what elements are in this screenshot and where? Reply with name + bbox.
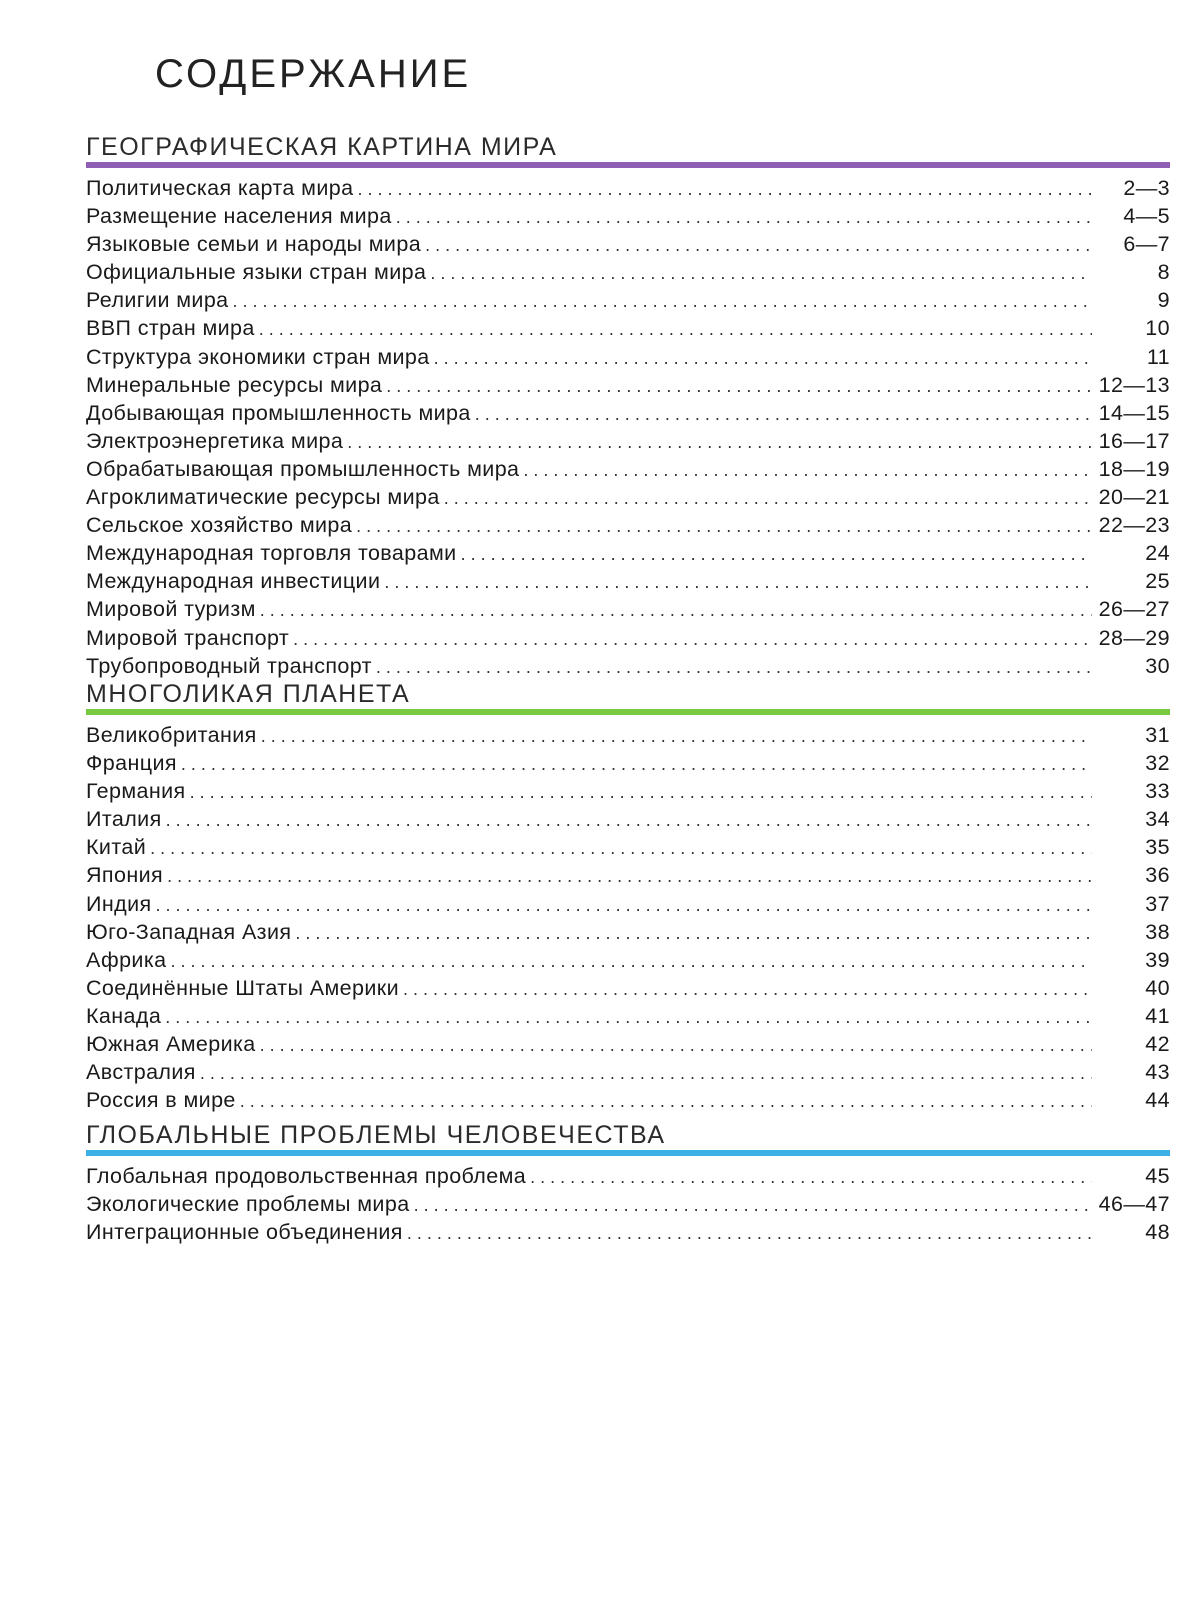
section-header: [86, 1118, 1170, 1154]
dot-leader: [259, 319, 1092, 340]
dot-leader: [414, 1195, 1092, 1216]
dot-leader: [156, 895, 1092, 916]
section-divider: [86, 162, 1170, 168]
toc-entry-page: 14—15: [1098, 400, 1170, 425]
toc-entry-title: Глобальная продовольственная проблема: [86, 1164, 527, 1188]
toc-entry[interactable]: [86, 513, 1170, 541]
toc-entry-title: Австралия: [86, 1060, 196, 1085]
toc-entry-title: Религии мира: [86, 288, 229, 313]
toc-entry-page: 37: [1145, 891, 1170, 916]
toc-entry[interactable]: [86, 1032, 1170, 1060]
dot-leader: [376, 657, 1092, 678]
toc-entry-page: 35: [1145, 835, 1170, 860]
toc-entry[interactable]: [86, 1164, 1170, 1192]
section-title: МНОГОЛИКАЯ ПЛАНЕТА: [86, 680, 411, 708]
section-title: ГЛОБАЛЬНЫЕ ПРОБЛЕМЫ ЧЕЛОВЕЧЕСТВА: [86, 1121, 666, 1149]
toc-entry-title: Языковые семьи и народы мира: [86, 232, 422, 257]
toc-entry-page: 43: [1145, 1060, 1170, 1085]
toc-entry-page: 11: [1146, 344, 1170, 369]
toc-entry-page: 42: [1145, 1032, 1170, 1057]
toc-entry-title: Италия: [86, 807, 162, 832]
toc-entry[interactable]: [86, 316, 1170, 344]
dot-leader: [384, 572, 1092, 593]
section-header: [86, 130, 1170, 166]
page-title: СОДЕРЖАНИЕ: [155, 52, 472, 96]
dot-leader: [357, 179, 1092, 200]
toc-entry-title: Франция: [86, 751, 177, 776]
toc-entry-page: 33: [1145, 779, 1170, 804]
toc-entry-page: 2—3: [1123, 176, 1170, 200]
toc-entry-page: 38: [1145, 919, 1170, 944]
toc-entry-title: Минеральные ресурсы мира: [86, 372, 383, 397]
toc-entry[interactable]: [86, 1088, 1170, 1116]
dot-leader: [430, 263, 1092, 284]
toc-entry-title: Мировой транспорт: [86, 625, 290, 650]
toc-entry-title: Трубопроводный транспорт: [86, 653, 372, 678]
toc-entry-page: 25: [1145, 569, 1170, 594]
dot-leader: [240, 1091, 1092, 1112]
toc-entry-page: 36: [1145, 863, 1170, 888]
toc-entry-page: 12—13: [1098, 372, 1170, 397]
toc-entry[interactable]: [86, 457, 1170, 485]
dot-leader: [407, 1223, 1092, 1244]
toc-entry-page: 48: [1145, 1220, 1170, 1245]
dot-leader: [461, 544, 1092, 565]
dot-leader: [356, 516, 1092, 537]
section-header: [86, 677, 1170, 713]
toc-entry-title: Африка: [86, 947, 167, 972]
toc-entry-page: 34: [1145, 807, 1170, 832]
toc-entry-title: Юго-Западная Азия: [86, 919, 292, 944]
toc-entry[interactable]: [86, 260, 1170, 288]
toc-entry[interactable]: [86, 232, 1170, 260]
toc-entry-page: 6—7: [1123, 232, 1170, 257]
toc-entry-page: 9: [1157, 288, 1170, 313]
toc-entry-page: 24: [1145, 541, 1170, 566]
toc-entry[interactable]: [86, 1004, 1170, 1032]
section-diverse-planet: [86, 677, 1170, 1116]
toc-entry-page: 16—17: [1098, 428, 1170, 453]
dot-leader: [166, 810, 1092, 831]
toc-entry[interactable]: [86, 204, 1170, 232]
toc-entry-title: Мировой туризм: [86, 597, 256, 622]
dot-leader: [475, 404, 1092, 425]
dot-leader: [425, 235, 1092, 256]
toc-entry-page: 46—47: [1098, 1192, 1170, 1217]
toc-entry[interactable]: [86, 751, 1170, 779]
toc-entry-title: Политическая карта мира: [86, 176, 354, 200]
toc-entry-page: 26—27: [1098, 597, 1170, 622]
toc-entry[interactable]: [86, 835, 1170, 863]
dot-leader: [347, 432, 1092, 453]
dot-leader: [444, 488, 1092, 509]
toc-entry[interactable]: [86, 948, 1170, 976]
toc-entry-page: 31: [1145, 723, 1170, 747]
toc-entry[interactable]: [86, 429, 1170, 457]
toc-entry-title: Канада: [86, 1003, 162, 1028]
toc-entry-page: 8: [1157, 260, 1170, 285]
toc-entry[interactable]: [86, 1060, 1170, 1088]
toc-entry[interactable]: [86, 626, 1170, 654]
dot-leader: [233, 291, 1092, 312]
toc-entry-title: Агроклиматические ресурсы мира: [86, 485, 440, 510]
toc-entry-page: 41: [1145, 1003, 1170, 1028]
toc-entry-page: 44: [1145, 1088, 1170, 1113]
toc-entry-title: Южная Америка: [86, 1032, 256, 1057]
toc-entry-title: Япония: [86, 863, 164, 888]
toc-entry-page: 18—19: [1098, 456, 1170, 481]
toc-entry[interactable]: [86, 288, 1170, 316]
toc-list: [86, 1164, 1170, 1248]
toc-entry-title: Великобритания: [86, 723, 257, 747]
dot-leader: [293, 629, 1092, 650]
toc-list: [86, 176, 1170, 682]
toc-entry[interactable]: [86, 1220, 1170, 1248]
toc-entry-title: Обрабатывающая промышленность мира: [86, 456, 520, 481]
toc-entry-page: 39: [1145, 947, 1170, 972]
dot-leader: [260, 1035, 1092, 1056]
section-divider: [86, 709, 1170, 715]
toc-entry[interactable]: [86, 892, 1170, 920]
toc-entry[interactable]: [86, 569, 1170, 597]
toc-entry-page: 10: [1145, 316, 1170, 341]
toc-entry[interactable]: [86, 1192, 1170, 1220]
section-geographic-picture: [86, 130, 1170, 682]
toc-entry-title: Индия: [86, 891, 152, 916]
dot-leader: [165, 1007, 1092, 1028]
section-global-problems: [86, 1118, 1170, 1248]
toc-entry-title: Официальные языки стран мира: [86, 260, 427, 285]
toc-entry[interactable]: [86, 597, 1170, 625]
dot-leader: [167, 866, 1092, 887]
dot-leader: [181, 754, 1092, 775]
toc-entry[interactable]: [86, 807, 1170, 835]
dot-leader: [170, 951, 1092, 972]
dot-leader: [403, 979, 1092, 1000]
toc-entry[interactable]: [86, 541, 1170, 569]
toc-entry[interactable]: [86, 485, 1170, 513]
dot-leader: [261, 726, 1092, 747]
toc-entry-page: 28—29: [1098, 625, 1170, 650]
toc-entry-page: 45: [1145, 1164, 1170, 1188]
dot-leader: [190, 782, 1092, 803]
section-title: ГЕОГРАФИЧЕСКАЯ КАРТИНА МИРА: [86, 133, 558, 161]
dot-leader: [386, 376, 1092, 397]
toc-entry[interactable]: [86, 723, 1170, 751]
toc-entry[interactable]: [86, 863, 1170, 891]
toc-entry-title: ВВП стран мира: [86, 316, 255, 341]
toc-entry[interactable]: [86, 176, 1170, 204]
toc-entry-title: Интеграционные объединения: [86, 1220, 403, 1245]
toc-entry-title: Китай: [86, 835, 147, 860]
toc-entry-title: Россия в мире: [86, 1088, 236, 1113]
toc-entry-page: 22—23: [1098, 513, 1170, 538]
toc-entry-title: Электроэнергетика мира: [86, 428, 344, 453]
toc-entry-page: 20—21: [1098, 485, 1170, 510]
toc-entry[interactable]: [86, 920, 1170, 948]
dot-leader: [295, 923, 1092, 944]
toc-entry-title: Экологические проблемы мира: [86, 1192, 410, 1217]
toc-entry[interactable]: [86, 779, 1170, 807]
toc-entry-page: 4—5: [1123, 204, 1170, 229]
toc-entry-page: 40: [1145, 975, 1170, 1000]
toc-entry-title: Размещение населения мира: [86, 204, 392, 229]
toc-entry[interactable]: [86, 345, 1170, 373]
toc-entry-title: Добывающая промышленность мира: [86, 400, 471, 425]
dot-leader: [396, 207, 1092, 228]
toc-entry-title: Соединённые Штаты Америки: [86, 975, 400, 1000]
toc-entry-title: Структура экономики стран мира: [86, 344, 430, 369]
dot-leader: [260, 600, 1092, 621]
toc-entry[interactable]: [86, 401, 1170, 429]
toc-entry-title: Сельское хозяйство мира: [86, 513, 353, 538]
toc-entry[interactable]: [86, 373, 1170, 401]
dot-leader: [150, 838, 1092, 859]
toc-list: [86, 723, 1170, 1116]
dot-leader: [434, 348, 1092, 369]
dot-leader: [530, 1167, 1092, 1188]
toc-entry-page: 32: [1145, 751, 1170, 776]
dot-leader: [200, 1063, 1092, 1084]
toc-entry-title: Международная торговля товарами: [86, 541, 457, 566]
toc-entry-page: 30: [1145, 653, 1170, 678]
toc-entry[interactable]: [86, 976, 1170, 1004]
toc-entry-title: Германия: [86, 779, 186, 804]
section-divider: [86, 1150, 1170, 1156]
dot-leader: [523, 460, 1092, 481]
toc-entry-title: Международная инвестиции: [86, 569, 381, 594]
